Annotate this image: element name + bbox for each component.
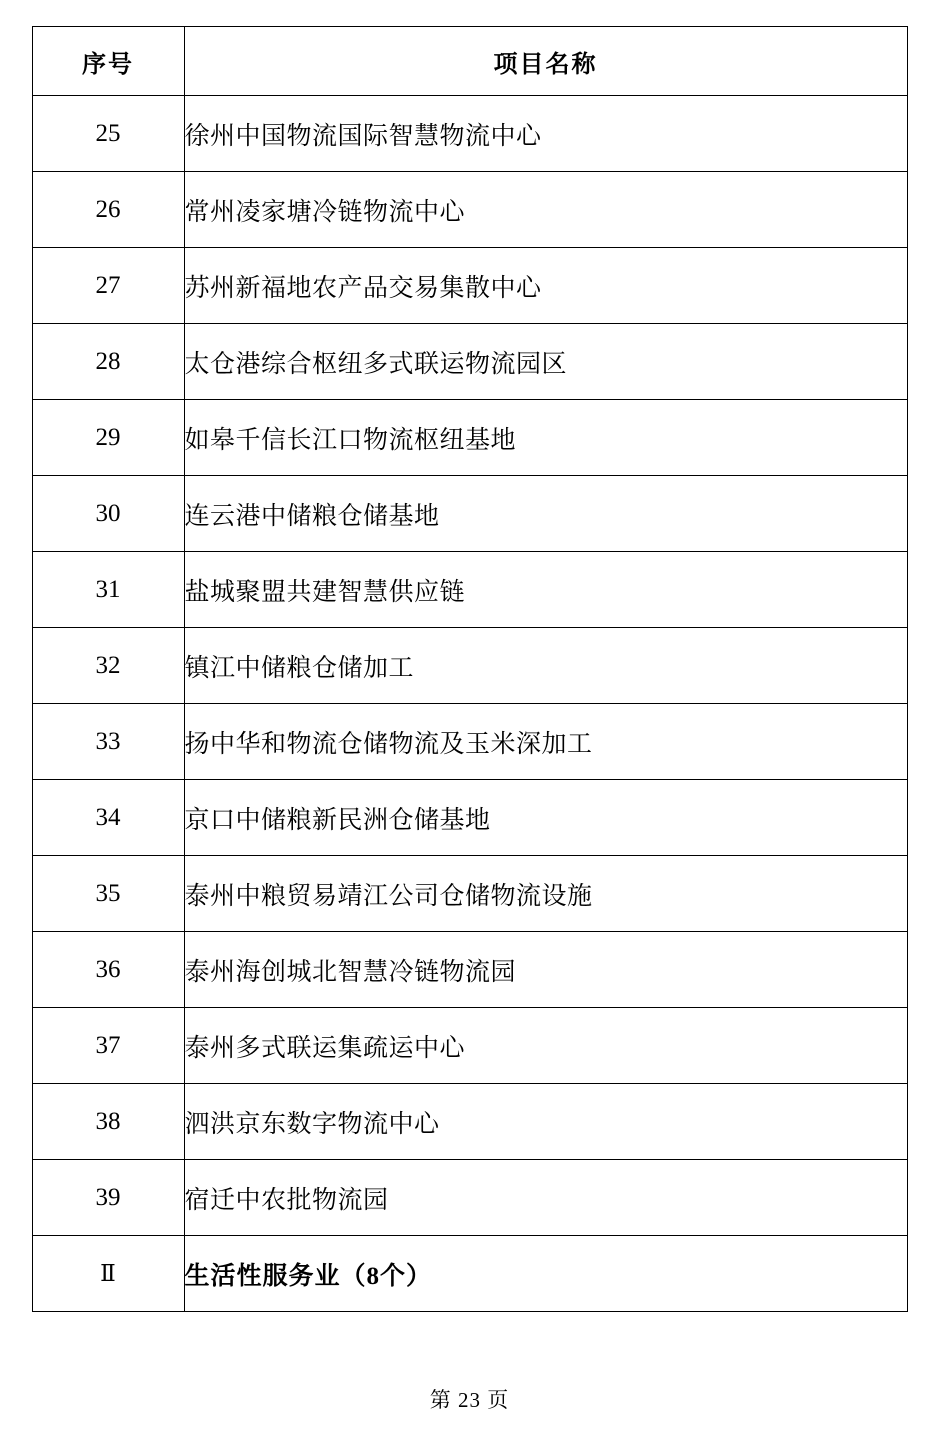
row-seq: 31 (32, 552, 184, 628)
row-name: 泰州海创城北智慧冷链物流园 (184, 932, 907, 1008)
table-row (32, 780, 907, 856)
table-row (32, 932, 907, 1008)
row-seq: 33 (32, 704, 184, 780)
row-seq: Ⅱ (32, 1236, 184, 1312)
page-footer: 第 23 页 (429, 1388, 510, 1412)
table-row (32, 1008, 907, 1084)
table-row (32, 856, 907, 932)
row-name: 如皋千信长江口物流枢纽基地 (184, 400, 907, 476)
table-row (32, 1160, 907, 1236)
row-seq: 25 (32, 96, 184, 172)
table-header-row (32, 27, 907, 96)
table-body (32, 96, 907, 1312)
row-seq: 26 (32, 172, 184, 248)
table-row (32, 400, 907, 476)
table-row (32, 476, 907, 552)
row-name: 扬中华和物流仓储物流及玉米深加工 (184, 704, 907, 780)
table-row (32, 248, 907, 324)
table-row (32, 704, 907, 780)
row-name: 苏州新福地农产品交易集散中心 (184, 248, 907, 324)
row-seq: 29 (32, 400, 184, 476)
row-name: 连云港中储粮仓储基地 (184, 476, 907, 552)
row-name: 徐州中国物流国际智慧物流中心 (184, 96, 907, 172)
table-row (32, 172, 907, 248)
row-name: 盐城聚盟共建智慧供应链 (184, 552, 907, 628)
table-row (32, 324, 907, 400)
row-seq: 36 (32, 932, 184, 1008)
row-name: 镇江中储粮仓储加工 (184, 628, 907, 704)
table-row (32, 96, 907, 172)
row-seq: 37 (32, 1008, 184, 1084)
row-seq: 34 (32, 780, 184, 856)
column-header-name: 项目名称 (184, 27, 907, 96)
column-header-seq: 序号 (32, 27, 184, 96)
row-seq: 30 (32, 476, 184, 552)
table-row (32, 1084, 907, 1160)
row-name: 太仓港综合枢纽多式联运物流园区 (184, 324, 907, 400)
row-name: 京口中储粮新民洲仓储基地 (184, 780, 907, 856)
row-name: 泰州多式联运集疏运中心 (184, 1008, 907, 1084)
row-seq: 28 (32, 324, 184, 400)
table-row (32, 552, 907, 628)
row-seq: 35 (32, 856, 184, 932)
project-table-wrapper (32, 26, 908, 1312)
row-seq: 32 (32, 628, 184, 704)
row-name: 常州凌家塘冷链物流中心 (184, 172, 907, 248)
row-name: 宿迁中农批物流园 (184, 1160, 907, 1236)
row-seq: 39 (32, 1160, 184, 1236)
table-row (32, 628, 907, 704)
row-seq: 38 (32, 1084, 184, 1160)
table-row-section (32, 1236, 907, 1312)
row-name: 泰州中粮贸易靖江公司仓储物流设施 (184, 856, 907, 932)
row-name: 泗洪京东数字物流中心 (184, 1084, 907, 1160)
row-seq: 27 (32, 248, 184, 324)
project-table (32, 26, 908, 1312)
table-header (32, 27, 907, 96)
row-name: 生活性服务业（8个） (184, 1236, 907, 1312)
